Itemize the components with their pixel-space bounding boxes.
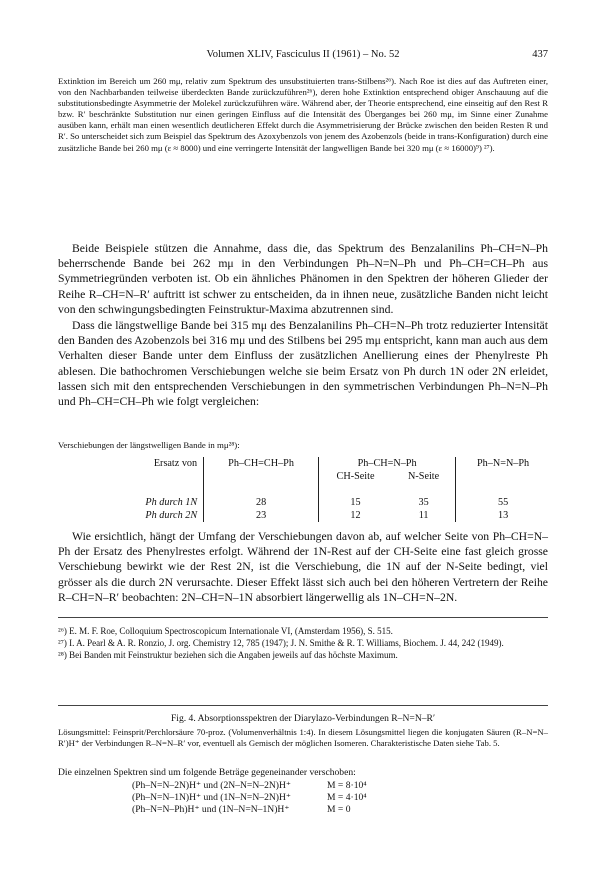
table-caption: Verschiebungen der längstwelligen Bande in mμ²⁸): [58, 440, 240, 450]
body-paragraph-2: Dass die längstwellige Bande bei 315 mμ des Benzalanilins Ph–CH=N–Ph trotz reduzierter Intensität den Banden des Azobenzols bei 316 mμ und des Stilbens bei 295 mμ entspricht, kann man auch aus dem Verhalten dieser Bande unter dem Einfluss der zusätzlichen Anellierung eines der Phenylreste Ph ablesen. Die bathochromen Verschiebungen welche sie beim Ersatz von Ph durch 1N oder 2N erleidet, lassen sich mit den entsprechenden Verschiebungen in den symmetrischen Verbindungen Ph–N=N–Ph und Ph–CH=CH–Ph wie folgt vergleichen: [58, 319, 549, 409]
page-header [58, 49, 548, 63]
footnote: ²⁶) E. M. F. Roe, Colloquium Spectroscopicum Internationale VI, (Amsterdam 1956), S. 515. [58, 626, 393, 636]
shift-row [132, 792, 375, 804]
table-cell: 35 [418, 497, 429, 508]
row-label: Ph durch 2N [145, 510, 198, 521]
shift-pair: (Ph–N=N–1N)H⁺ und (1N–N=N–2N)H⁺ [132, 792, 291, 803]
body-paragraph-1: Beide Beispiele stützen die Annahme, dass die, das Spektrum des Benzalanilins Ph–CH=N–Ph beherrschende Bande bei 262 mμ in den Verbindungen Ph–N=N–Ph und Ph–CH=CH–Ph aus Symmetriegründen verboten ist. Ob ein ähnliches Phänomen in den Spektren der höheren Glieder der Reihe R–CH=N–R′ auftritt ist schwer zu entscheiden, da in ihnen neue, zusätzliche Banden nicht leicht von den schwingungsbedingten Feinstruktur-Maxima abzutrennen sind. [58, 242, 548, 316]
shift-pair: (Ph–N=N–Ph)H⁺ und (1N–N=N–1N)H⁺ [132, 804, 290, 815]
table-row [110, 496, 550, 509]
table-cell: 11 [418, 510, 429, 521]
table-cell: 13 [456, 509, 550, 522]
table-subheader-row [110, 470, 550, 483]
table-cell: 28 [204, 496, 319, 509]
shift-table [110, 457, 550, 522]
figure-shift-intro: Die einzelnen Spektren sind um folgende Beträge gegeneinander verschoben: [58, 767, 356, 778]
figure-divider [58, 705, 548, 706]
shift-value: M = 8·10⁴ [326, 780, 367, 791]
table-cell: 15 [319, 496, 393, 509]
table-cell: 12 [319, 509, 393, 522]
subheader-cell: CH-Seite [319, 470, 393, 483]
header-cell: Ph–CH=CH–Ph [204, 457, 319, 470]
shift-value: M = 0 [326, 804, 351, 815]
page-number: 437 [532, 49, 548, 60]
shift-row [132, 804, 375, 816]
figure-solvent-text: Lösungsmittel: Feinsprit/Perchlorsäure 70-proz. (Volumenverhältnis 1:4). In diesem Lösungsmittel liegen die konjugaten Säuren (R–N=N–R′)H⁺ der Verbindungen R–N=N–R′ vor, eventuell als Gemisch der möglichen Isomeren. Charakteristische Daten siehe Tab. 5. [58, 727, 548, 749]
footnote: ²⁷) I. A. Pearl & A. R. Ronzio, J. org. Chemistry 12, 785 (1947); J. N. Smithe & R. T. Williams, Biochem. J. 44, 242 (1949). [58, 638, 504, 648]
footnote-divider [58, 617, 548, 618]
header-cell: Ph–N=N–Ph [456, 457, 550, 470]
figure-shift-table [132, 780, 375, 816]
footnotes [58, 625, 548, 661]
shift-pair: (Ph–N=N–2N)H⁺ und (2N–N=N–2N)H⁺ [132, 780, 291, 791]
table-row [110, 509, 550, 522]
shift-row [132, 780, 375, 792]
subheader-cell: N-Seite [408, 471, 440, 482]
running-head: Volumen XLIV, Fasciculus II (1961) – No. 52 [206, 49, 400, 60]
figure-caption: Fig. 4. Absorptionsspektren der Diarylazo-Verbindungen R–N=N–R′ [170, 713, 436, 724]
table-header-row [110, 457, 550, 470]
row-label: Ph durch 1N [145, 497, 198, 508]
body-paragraph-3: Wie ersichtlich, hängt der Umfang der Verschiebungen davon ab, auf welcher Seite von Ph–CH=N–Ph der Ersatz des Phenylrestes erfolgt. Während der 1N-Rest auf der CH-Seite eine fast gleich grosse Verschiebung bewirkt wie der Rest 2N, ist die Verschiebung, die 1N auf der N-Seite bedingt, viel grösser als die durch 2N verursachte. Dieser Effekt lässt sich auch bei den höheren Vertretern der Reihe R–CH=N–R′ beobachten: 2N–CH=N–1N absorbiert längerwellig als 1N–CH=N–2N. [58, 530, 548, 604]
footnote: ²⁸) Bei Banden mit Feinstruktur beziehen sich die Angaben jeweils auf das höchste Maximum. [58, 650, 398, 660]
header-cell: Ph–CH=N–Ph [319, 457, 456, 470]
header-cell: Ersatz von [153, 458, 198, 469]
table-cell: 23 [204, 509, 319, 522]
intro-paragraph: Extinktion im Bereich um 260 mμ, relativ zum Spektrum des unsubstituierten trans-Stilbens²⁶). Nach Roe ist dies auf das Auftreten einer, von den Nachbarbanden teilweise überdeckten Bande zurückzuführen²⁶), deren hohe Extinktion entsprechend obiger Anschauung auf die substitutionsbedingte Asymmetrie der Molekel zurückzuführen wäre. Während aber, der Theorie entsprechend, eine einseitig auf den Rest R bzw. R′ beschränkte Substitution nur einen geringen Einfluss auf die Intensität des Überganges bei 260 mμ, im Sinne einer Zunahme ausüben kann, erhält man einen wesentlich deutlicheren Effekt durch die Asymmetrisierung der Brücke zwischen den beiden Resten R und R′. So unterscheidet sich zum Beispiel das Spektrum des Azoxybenzols von jenem des Azobenzols (beide in trans-Konfiguration) durch eine zusätzliche Bande bei 260 mμ (ε ≈ 8000) und eine verringerte Intensität der langwelligen Bande bei 320 mμ (ε ≈ 16000)⁹) ²⁷). [58, 76, 548, 153]
table-cell: 55 [456, 496, 550, 509]
shift-value: M = 4·10⁴ [326, 792, 367, 803]
